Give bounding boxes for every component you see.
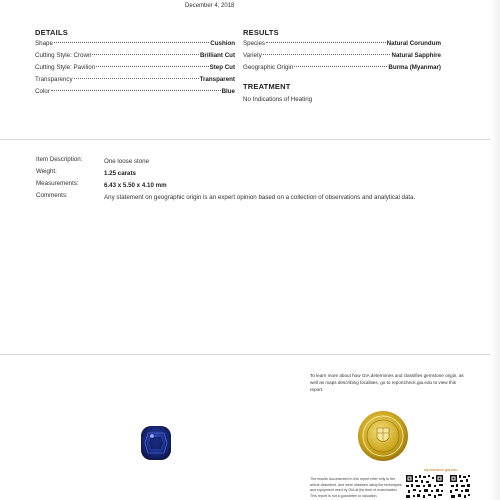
divider — [0, 354, 500, 355]
leader-dots — [74, 78, 199, 79]
details-label: Cutting Style: Pavilion — [35, 64, 96, 71]
treatment-title: TREATMENT — [243, 82, 291, 91]
results-row-origin — [243, 64, 441, 74]
leader-dots — [266, 42, 386, 43]
details-label: Cutting Style: Crown — [35, 52, 92, 59]
treatment-text: No Indications of Heating — [243, 96, 313, 103]
details-label: Shape — [35, 40, 53, 47]
gia-hologram-seal-icon — [357, 410, 409, 462]
desc-value: Any statement on geographic origin is an expert opinion based on a collection of observations and analytical data. — [104, 194, 416, 201]
desc-row-weight — [36, 168, 449, 179]
results-value: Burma (Myanmar) — [388, 64, 441, 71]
details-title: DETAILS — [35, 28, 68, 37]
results-title: RESULTS — [243, 28, 279, 37]
desc-value: 6.43 x 5.50 x 4.10 mm — [104, 182, 167, 189]
results-value: Natural Corundum — [386, 40, 441, 47]
fine-print: The results documented in this report refer only to the article described, and were obtained using the techniques and equipment used by GIA at the time of examination. This report is not a guarantee or valuation. — [310, 477, 402, 498]
qr-code-icon — [405, 474, 445, 500]
details-label: Transparency — [35, 76, 73, 83]
page-edge-shadow — [490, 0, 500, 500]
details-value: Step Cut — [209, 64, 235, 71]
results-label: Species — [243, 40, 266, 47]
desc-label: Measurements: — [36, 180, 79, 187]
details-value: Transparent — [199, 76, 235, 83]
desc-row-comments — [36, 192, 449, 203]
details-row-shape — [35, 40, 235, 50]
reportcheck-link[interactable]: reportcheck.gia.edu — [424, 468, 458, 472]
desc-value: 1.25 carats — [104, 170, 136, 177]
details-label: Color — [35, 88, 50, 95]
details-row-crown — [35, 52, 235, 62]
results-row-species — [243, 40, 441, 50]
desc-value: One loose stone — [104, 158, 150, 165]
leader-dots — [51, 90, 221, 91]
details-row-transparency — [35, 76, 235, 86]
desc-label: Weight: — [36, 168, 57, 175]
leader-dots — [54, 42, 209, 43]
details-value: Brilliant Cut — [199, 52, 235, 59]
leader-dots — [263, 54, 391, 55]
results-row-variety — [243, 52, 441, 62]
report-date: December 4, 2018 — [185, 3, 235, 9]
leader-dots — [92, 54, 199, 55]
results-value: Natural Sapphire — [391, 52, 441, 59]
qr-code-icon — [449, 474, 471, 500]
desc-label: Item Description: — [36, 156, 83, 163]
details-row-pavilion — [35, 64, 235, 74]
details-value: Blue — [221, 88, 235, 95]
details-value: Cushion — [210, 40, 235, 47]
results-label: Variety — [243, 52, 262, 59]
results-label: Geographic Origin — [243, 64, 294, 71]
divider — [0, 139, 500, 140]
desc-row-measurements — [36, 180, 449, 191]
leader-dots — [294, 66, 387, 67]
details-row-color — [35, 88, 235, 98]
gemstone-photo — [140, 425, 172, 461]
learn-more-text: To learn more about how GIA determines and classifies gemstone origin, as well as maps describing localities, go to reportcheck.gia.edu to view this report. — [310, 373, 464, 392]
leader-dots — [96, 66, 208, 67]
desc-row-item — [36, 156, 449, 167]
desc-label: Comments: — [36, 192, 68, 199]
